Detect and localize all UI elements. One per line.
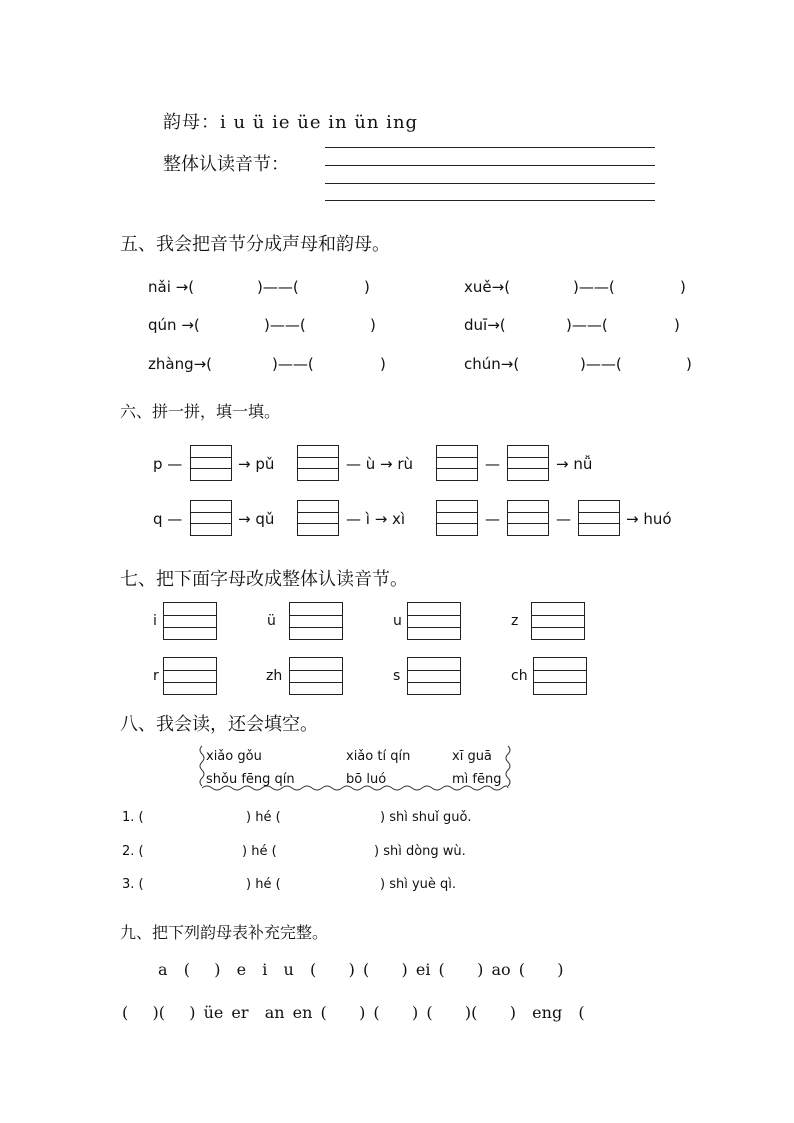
- letter: s: [393, 668, 401, 684]
- writing-box[interactable]: [297, 500, 339, 536]
- syllable-item: zhàng→(: [148, 355, 213, 373]
- word: xiǎo tí qín: [346, 749, 411, 764]
- writing-box[interactable]: [436, 445, 478, 481]
- dash: —: [485, 455, 500, 473]
- syllable-item: duī→(: [464, 316, 506, 334]
- writing-box[interactable]: [507, 445, 549, 481]
- letter: i: [153, 613, 157, 629]
- question-1: 1. (: [122, 810, 144, 825]
- letter: ch: [511, 668, 528, 684]
- syllable-item: chún→(: [464, 355, 520, 373]
- split-blanks[interactable]: )——(: [566, 316, 608, 334]
- syllable-item: xuě→(: [464, 278, 511, 296]
- section-7-title: 七、把下面字母改成整体认读音节。: [120, 569, 408, 590]
- close-paren: ): [364, 278, 370, 296]
- writing-box[interactable]: [190, 500, 232, 536]
- word: xī guā: [452, 749, 492, 764]
- syllable-item: nǎi →(: [148, 278, 195, 296]
- question-2: 2. (: [122, 844, 144, 859]
- section-5-title: 五、我会把音节分成声母和韵母。: [120, 234, 390, 255]
- pinyin-result: → huó: [626, 510, 672, 528]
- writing-box[interactable]: [407, 602, 461, 640]
- close-paren: ): [680, 278, 686, 296]
- question-3-mid[interactable]: ) hé (: [246, 877, 281, 892]
- writing-box[interactable]: [407, 657, 461, 695]
- question-3: 3. (: [122, 877, 144, 892]
- split-blanks[interactable]: )——(: [272, 355, 314, 373]
- question-2-end: ) shì dòng wù.: [374, 844, 466, 859]
- split-blanks[interactable]: )——(: [573, 278, 615, 296]
- question-1-end: ) shì shuǐ guǒ.: [380, 810, 472, 825]
- question-2-mid[interactable]: ) hé (: [242, 844, 277, 859]
- split-blanks[interactable]: )——(: [257, 278, 299, 296]
- pinyin-result: → nǚ: [556, 455, 593, 473]
- writing-box[interactable]: [578, 500, 620, 536]
- word: mì fēng: [452, 772, 502, 787]
- dash: —: [556, 510, 571, 528]
- close-paren: ): [674, 316, 680, 334]
- finals-table-line-1[interactable]: a ( ) e i u ( ) ( ) ei ( ) ao ( ): [158, 960, 564, 979]
- pinyin-prefix: p —: [153, 455, 183, 473]
- writing-box[interactable]: [163, 602, 217, 640]
- writing-box[interactable]: [533, 657, 587, 695]
- close-paren: ): [686, 355, 692, 373]
- pinyin-result: → pǔ: [238, 455, 275, 473]
- pinyin-prefix: q —: [153, 510, 183, 528]
- letter: r: [153, 668, 159, 684]
- question-1-mid[interactable]: ) hé (: [246, 810, 281, 825]
- dash: —: [485, 510, 500, 528]
- whole-syllable-label: 整体认读音节：: [163, 154, 289, 175]
- pinyin-result: — ì → xì: [346, 510, 406, 528]
- letter: u: [393, 613, 402, 629]
- writing-box[interactable]: [163, 657, 217, 695]
- finals-line: 韵母：i u ü ie üe in ün ing: [163, 112, 419, 133]
- writing-box[interactable]: [289, 602, 343, 640]
- section-9-title: 九、把下列韵母表补充完整。: [120, 923, 329, 942]
- letter: z: [511, 613, 519, 629]
- split-blanks[interactable]: )——(: [580, 355, 622, 373]
- writing-box[interactable]: [289, 657, 343, 695]
- word: shǒu fēng qín: [206, 772, 295, 787]
- writing-box[interactable]: [531, 602, 585, 640]
- word: bō luó: [346, 772, 387, 787]
- syllable-item: qún →(: [148, 316, 200, 334]
- write-line[interactable]: [325, 147, 655, 148]
- writing-box[interactable]: [507, 500, 549, 536]
- close-paren: ): [370, 316, 376, 334]
- word: xiǎo gǒu: [206, 749, 262, 764]
- finals-table-line-2[interactable]: ( )( ) üe er an en ( ) ( ) ( )( ) eng (: [122, 1003, 585, 1022]
- writing-box[interactable]: [436, 500, 478, 536]
- write-line[interactable]: [325, 200, 655, 201]
- write-line[interactable]: [325, 183, 655, 184]
- section-8-title: 八、我会读，还会填空。: [120, 714, 318, 735]
- section-6-title: 六、拼一拼，填一填。: [120, 402, 281, 421]
- split-blanks[interactable]: )——(: [264, 316, 306, 334]
- close-paren: ): [380, 355, 386, 373]
- question-3-end: ) shì yuè qì.: [380, 877, 457, 892]
- pinyin-result: → qǔ: [238, 510, 275, 528]
- pinyin-result: — ù → rù: [346, 455, 414, 473]
- letter: ü: [267, 613, 276, 629]
- writing-box[interactable]: [297, 445, 339, 481]
- write-line[interactable]: [325, 165, 655, 166]
- writing-box[interactable]: [190, 445, 232, 481]
- letter: zh: [266, 668, 283, 684]
